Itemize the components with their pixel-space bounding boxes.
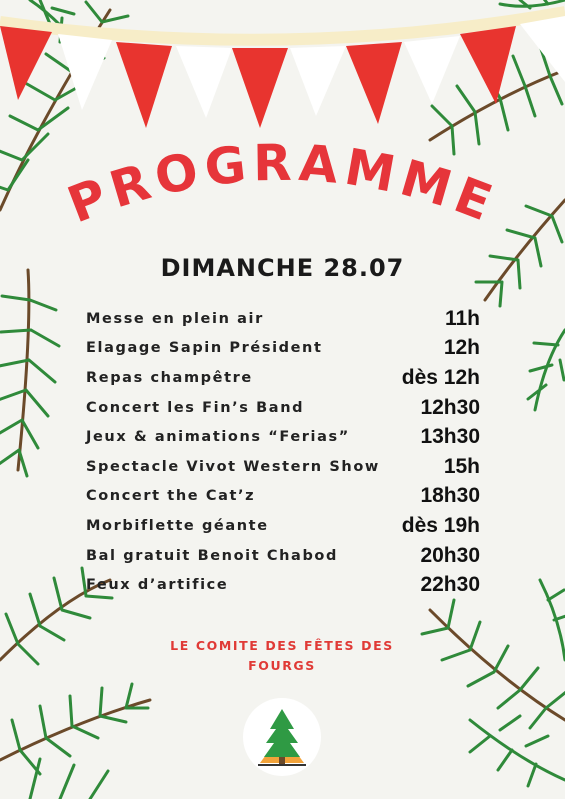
schedule-row — [86, 511, 480, 541]
pine-tree-logo-icon — [242, 697, 322, 777]
event-time: 12h30 — [420, 395, 480, 419]
page-title-text: PROGRAMME — [60, 140, 505, 230]
event-name: Repas champêtre — [86, 369, 253, 386]
bunting-flag — [116, 42, 172, 128]
event-time: dès 19h — [401, 513, 480, 537]
event-time: dès 12h — [401, 365, 480, 389]
event-name: Elagage Sapin Président — [86, 340, 323, 357]
bunting-flag — [520, 16, 565, 82]
page-title — [0, 140, 565, 230]
event-time: 18h30 — [420, 484, 480, 508]
event-time: 20h30 — [420, 543, 480, 567]
event-date: DIMANCHE 28.07 — [160, 254, 405, 282]
schedule-row — [86, 422, 480, 452]
event-time: 11h — [444, 306, 480, 330]
bunting-flag — [346, 42, 402, 124]
schedule-row — [86, 452, 480, 482]
event-name: Bal gratuit Benoit Chabod — [86, 547, 338, 564]
event-name: Morbiflette géante — [86, 517, 269, 534]
event-time: 15h — [443, 454, 480, 478]
bunting-flag — [460, 26, 516, 104]
event-name: Concert les Fin’s Band — [86, 399, 305, 416]
svg-text:PROGRAMME — [60, 140, 505, 230]
event-name: Messe en plein air — [86, 310, 264, 327]
bunting-flag — [0, 26, 52, 100]
bunting-flag — [290, 46, 346, 116]
schedule-row — [86, 393, 480, 423]
event-name: Jeux & animations “Ferias” — [86, 429, 350, 446]
event-time: 22h30 — [420, 573, 480, 597]
schedule-row — [86, 482, 480, 512]
schedule-row — [86, 304, 480, 334]
event-name: Spectacle Vivot Western Show — [86, 458, 380, 475]
schedule-list — [86, 304, 480, 600]
event-time: 12h — [443, 336, 480, 360]
bunting-flag — [404, 36, 460, 104]
bunting-flag — [176, 46, 232, 118]
event-name: Concert the Cat’z — [86, 488, 256, 505]
bunting-flag — [58, 34, 112, 110]
event-name: Feux d’artifice — [86, 577, 229, 594]
organizer-name: LE COMITE DES FÊTES DES FOURGS — [170, 638, 394, 673]
event-time: 13h30 — [420, 425, 480, 449]
schedule-row — [86, 570, 480, 600]
schedule-row — [86, 541, 480, 571]
schedule-row — [86, 363, 480, 393]
schedule-row — [86, 334, 480, 364]
bunting-flag — [232, 48, 288, 128]
